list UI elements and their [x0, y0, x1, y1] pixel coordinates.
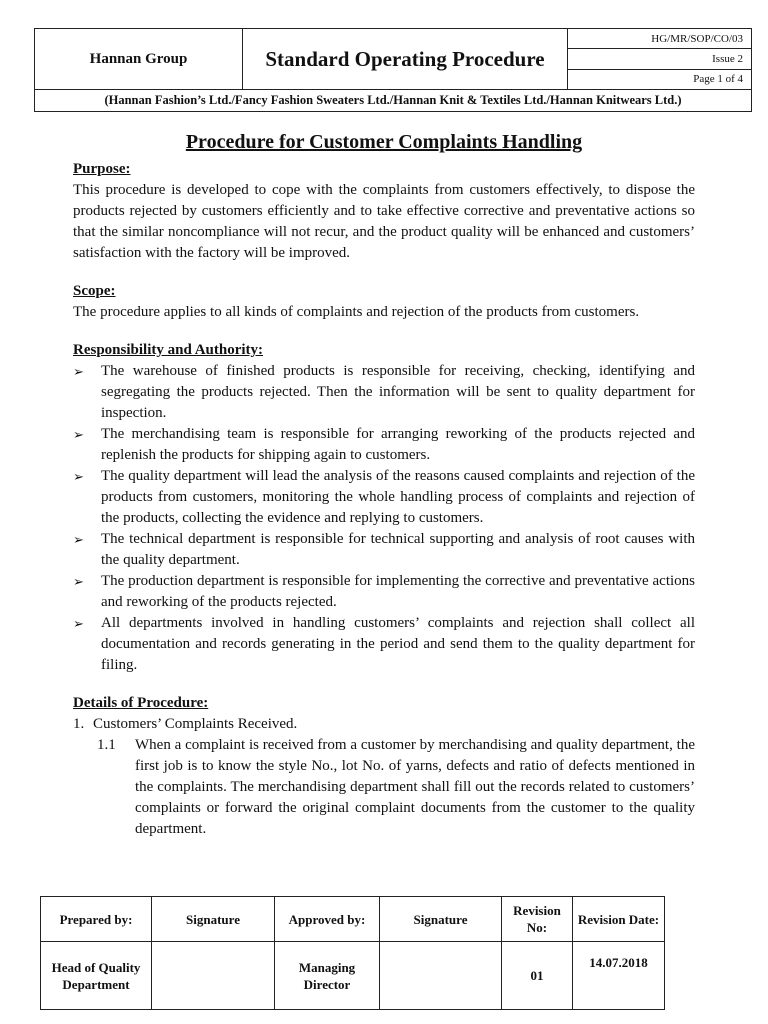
list-item: ➢ The merchandising team is responsible for arranging reworking of the products rejected and replenish the products for shipping again to customers.	[73, 426, 695, 463]
signature-label: Signature	[380, 897, 502, 942]
approval-table	[40, 896, 664, 1010]
procedure-step-1	[73, 714, 695, 735]
prepared-by-value: Head of Quality Department	[41, 942, 152, 1010]
step-number: 1.1	[97, 737, 116, 753]
arrow-bullet-icon: ➢	[73, 364, 84, 379]
list-item: ➢ All departments involved in handling customers’ complaints and rejection shall collect all documentation and records generating in the period and send them to the quality department for filing.	[73, 615, 695, 673]
step-number: 1.	[73, 716, 85, 732]
step-text: Customers’ Complaints Received.	[93, 716, 298, 732]
document-code: HG/MR/SOP/CO/03	[568, 29, 752, 49]
details-heading: Details of Procedure:	[73, 695, 209, 711]
revision-date-label: Revision Date:	[573, 897, 665, 942]
list-item: ➢ The quality department will lead the analysis of the reasons caused complaints and rejection of the products from customers, monitoring the whole handling process of complaints and rejection of the products, collecting the evidence and replying to customers.	[73, 468, 695, 526]
approved-by-value: Managing Director	[275, 942, 380, 1010]
sop-title: Standard Operating Procedure	[243, 29, 568, 90]
responsibility-list	[73, 361, 695, 676]
prepared-by-label: Prepared by:	[41, 897, 152, 942]
document-title: Procedure for Customer Complaints Handling	[185, 131, 583, 153]
arrow-bullet-icon: ➢	[73, 469, 84, 484]
arrow-bullet-icon: ➢	[73, 616, 84, 631]
list-item: ➢ The production department is responsible for implementing the corrective and preventative actions and reworking of the products rejected.	[73, 573, 695, 610]
scope-text: The procedure applies to all kinds of complaints and rejection of the products from customers.	[73, 304, 640, 320]
page-number: Page 1 of 4	[568, 69, 752, 89]
revision-date-value: 14.07.2018	[573, 942, 665, 1010]
company-name: Hannan Group	[35, 29, 243, 90]
purpose-heading: Purpose:	[73, 161, 131, 177]
step-text: When a complaint is received from a customer by merchandising and quality department, the first job is to know the style No., lot No. of yarns, defects and ratio of defects mentioned in the complaints. The merchandising department shall fill out the records related to customers’ complaints or forward the original complaint documents from the customer to the quality department.	[135, 737, 695, 837]
signature-cell	[152, 942, 275, 1010]
document-header	[34, 28, 752, 112]
scope-heading: Scope:	[73, 283, 116, 299]
signature-label: Signature	[152, 897, 275, 942]
document-body	[73, 130, 695, 840]
purpose-text: This procedure is developed to cope with the complaints from customers effectively, to dispose the products rejected by customers efficiently and to take effective corrective and preventative actions so that the similar noncompliance will not recur, and the product quality will be enhanced and customers’ satisfaction with the factory will be improved.	[73, 182, 695, 261]
revision-no-label: Revision No:	[502, 897, 573, 942]
subsidiaries-line: (Hannan Fashion’s Ltd./Fancy Fashion Sweaters Ltd./Hannan Knit & Textiles Ltd./Hannan Knitwears Ltd.)	[35, 90, 752, 112]
signature-cell	[380, 942, 502, 1010]
approved-by-label: Approved by:	[275, 897, 380, 942]
revision-no-value: 01	[502, 942, 573, 1010]
arrow-bullet-icon: ➢	[73, 574, 84, 589]
procedure-step-1-1	[73, 735, 695, 840]
issue-number: Issue 2	[568, 49, 752, 69]
arrow-bullet-icon: ➢	[73, 427, 84, 442]
responsibility-heading: Responsibility and Authority:	[73, 342, 264, 358]
list-item: ➢ The technical department is responsible for technical supporting and analysis of root causes with the quality department.	[73, 531, 695, 568]
list-item: ➢ The warehouse of finished products is responsible for receiving, checking, identifying and segregating the products rejected. Then the information will be sent to quality department for inspection.	[73, 363, 695, 421]
arrow-bullet-icon: ➢	[73, 532, 84, 547]
